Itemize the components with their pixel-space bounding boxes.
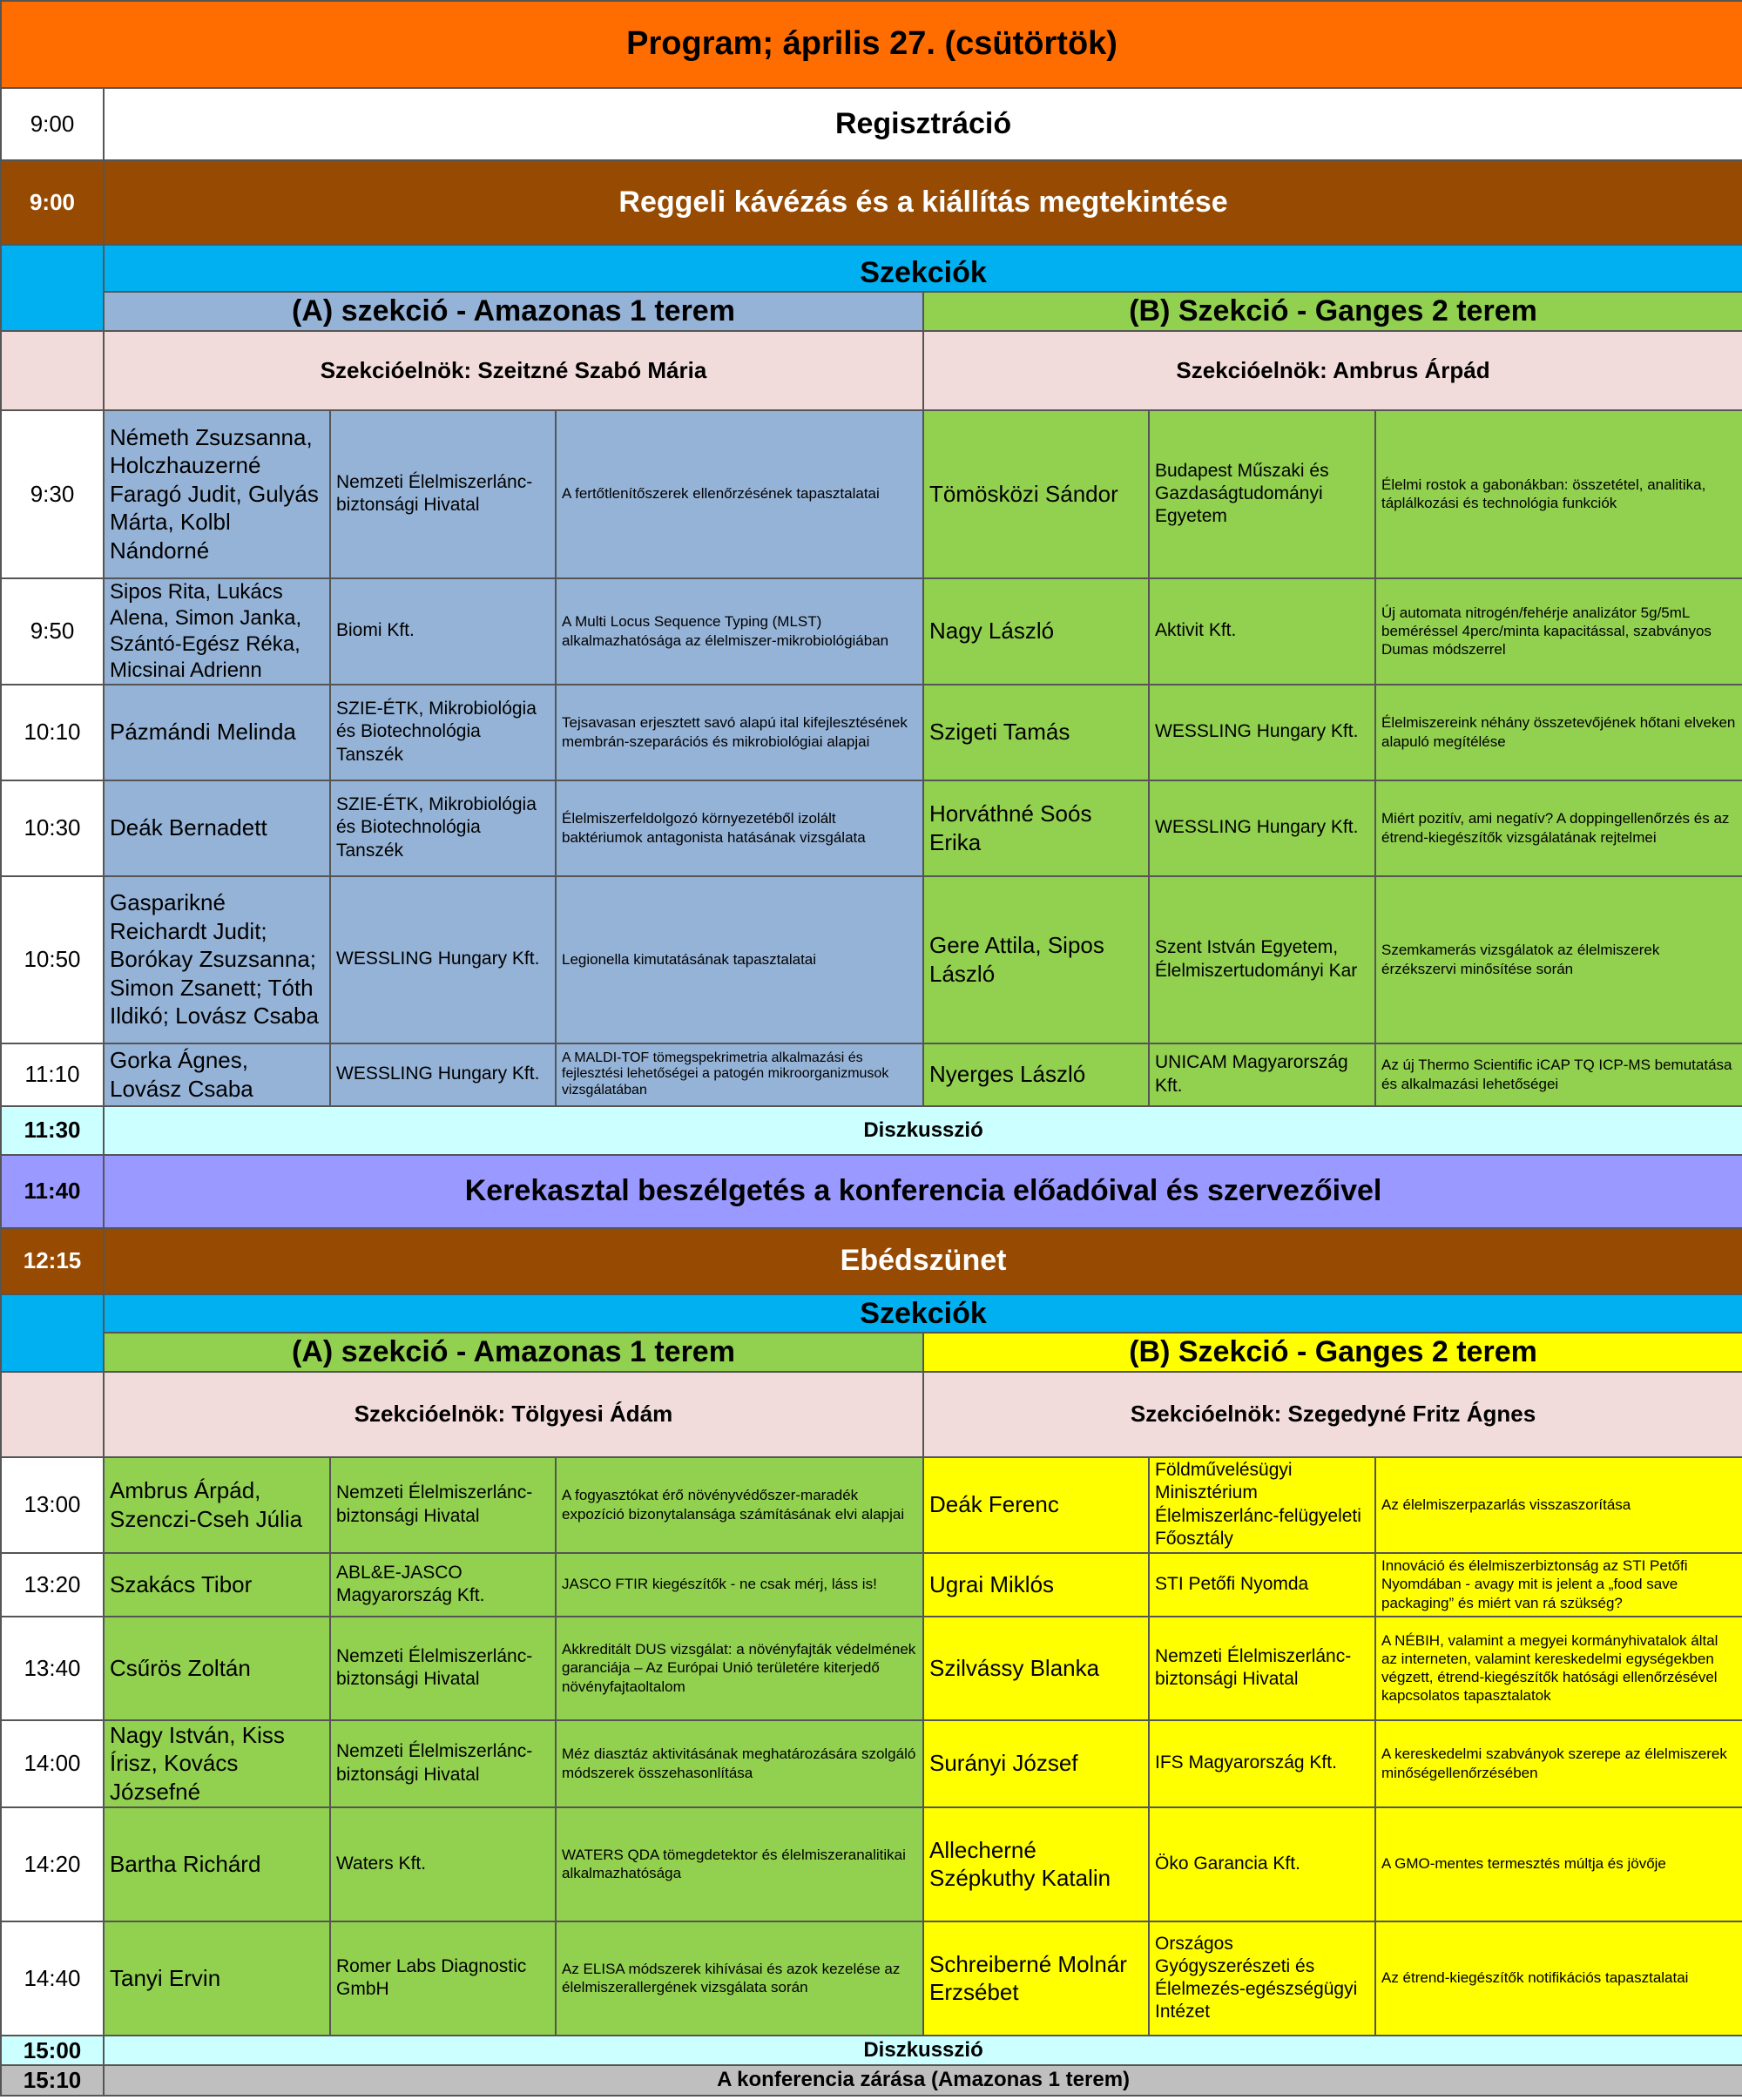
speaker-name: Ugrai Miklós (923, 1553, 1149, 1617)
speaker-name: Surányi József (923, 1720, 1149, 1807)
institution: UNICAM Magyarország Kft. (1149, 1043, 1375, 1106)
table-row (1, 1457, 1742, 1553)
speaker-name: Allecherné Szépkuthy Katalin (923, 1807, 1149, 1921)
table-row (1, 1720, 1742, 1807)
talk-title: Akkreditált DUS vizsgálat: a növényfajták védelmének garanciája – Az Európai Unió területére kiterjedő növényfajtaoltalom (556, 1617, 923, 1720)
institution: Nemzeti Élelmiszerlánc-biztonsági Hivatal (330, 1720, 556, 1807)
speaker-name: Gasparikné Reichardt Judit; Borókay Zsuzsanna; Simon Zsanett; Tóth Ildikó; Lovász Csaba (104, 876, 330, 1043)
time-cell: 11:10 (1, 1043, 104, 1106)
talk-title: Élelmiszereink néhány összetevőjének hőtani elveken alapuló megítélése (1375, 685, 1742, 780)
talk-title: Legionella kimutatásának tapasztalatai (556, 876, 923, 1043)
talk-title: Az étrend-kiegészítők notifikációs tapasztalatai (1375, 1921, 1742, 2036)
talk-title: A fertőtlenítőszerek ellenőrzésének tapasztalatai (556, 410, 923, 578)
talk-title: A MALDI-TOF tömegspekrimetria alkalmazási és fejlesztési lehetőségei a patogén mikroorganizmusok vizsgálatában (556, 1043, 923, 1106)
time-cell: 10:50 (1, 876, 104, 1043)
time-cell: 13:00 (1, 1457, 104, 1553)
institution: WESSLING Hungary Kft. (1149, 685, 1375, 780)
time-cell: 9:00 (1, 88, 104, 160)
institution: IFS Magyarország Kft. (1149, 1720, 1375, 1807)
section-b-chair: Szekcióelnök: Ambrus Árpád (923, 331, 1742, 410)
speaker-name: Csűrös Zoltán (104, 1617, 330, 1720)
section-a-title: (A) szekció - Amazonas 1 terem (104, 1333, 923, 1372)
institution: Romer Labs Diagnostic GmbH (330, 1921, 556, 2036)
table-row (1, 685, 1742, 780)
time-cell: 13:40 (1, 1617, 104, 1720)
time-cell: 13:20 (1, 1553, 104, 1617)
table-row (1, 876, 1742, 1043)
institution: Nemzeti Élelmiszerlánc-biztonsági Hivatal (1149, 1617, 1375, 1720)
talk-title: Szemkamerás vizsgálatok az élelmiszerek érzékszervi minősítése során (1375, 876, 1742, 1043)
talk-title: Élelmi rostok a gabonákban: összetétel, analitika, táplálkozási és technológia funkciók (1375, 410, 1742, 578)
talk-title: A kereskedelmi szabványok szerepe az élelmiszerek minőségellenőrzésében (1375, 1720, 1742, 1807)
institution: Nemzeti Élelmiszerlánc-biztonsági Hivatal (330, 1617, 556, 1720)
lunch-label: Ebédszünet (104, 1228, 1742, 1294)
table-row (1, 578, 1742, 685)
table-row (1, 1043, 1742, 1106)
institution: WESSLING Hungary Kft. (330, 1043, 556, 1106)
section-b-title: (B) Szekció - Ganges 2 terem (923, 1333, 1742, 1372)
time-cell: 11:30 (1, 1106, 104, 1155)
page-title: Program; április 27. (csütörtök) (1, 1, 1742, 88)
talk-title: Új automata nitrogén/fehérje analizátor 5g/5mL beméréssel 4perc/minta kapacitással, szabványos Dumas módszerrel (1375, 578, 1742, 685)
talk-title: A NÉBIH, valamint a megyei kormányhivatalok által az interneten, valamint kereskedelmi egységekben végzett, étrend-kiegészítők hatósági ellenőrzésével kapcsolatos tapasztalatok (1375, 1617, 1742, 1720)
section-b-chair: Szekcióelnök: Szegedyné Fritz Ágnes (923, 1372, 1742, 1457)
coffee-label: Reggeli kávézás és a kiállítás megtekintése (104, 160, 1742, 245)
speaker-name: Ambrus Árpád, Szenczi-Cseh Júlia (104, 1457, 330, 1553)
talk-title: JASCO FTIR kiegészítők - ne csak mérj, láss is! (556, 1553, 923, 1617)
institution: Nemzeti Élelmiszerlánc-biztonsági Hivatal (330, 1457, 556, 1553)
speaker-name: Nagy István, Kiss Írisz, Kovács Józsefné (104, 1720, 330, 1807)
time-cell: 11:40 (1, 1155, 104, 1228)
time-cell-empty (1, 1294, 104, 1372)
talk-title: A fogyasztókat érő növényvédőszer-maradék expozíció bizonytalansága számításának elvi alapjai (556, 1457, 923, 1553)
speaker-name: Bartha Richárd (104, 1807, 330, 1921)
time-cell-empty (1, 245, 104, 331)
time-cell: 15:00 (1, 2036, 104, 2066)
talk-title: A GMO-mentes termesztés múltja és jövője (1375, 1807, 1742, 1921)
institution: Földművelésügyi Minisztérium Élelmiszerlánc-felügyeleti Főosztály (1149, 1457, 1375, 1553)
table-row (1, 780, 1742, 876)
time-cell: 9:00 (1, 160, 104, 245)
talk-title: A Multi Locus Sequence Typing (MLST) alkalmazhatósága az élelmiszer-mikrobiológiában (556, 578, 923, 685)
talk-title: Miért pozitív, ami negatív? A doppingellenőrzés és az étrend-kiegészítők vizsgálatának rejtelmei (1375, 780, 1742, 876)
institution: WESSLING Hungary Kft. (330, 876, 556, 1043)
table-row (1, 1617, 1742, 1720)
time-cell: 9:30 (1, 410, 104, 578)
time-cell: 14:00 (1, 1720, 104, 1807)
sections-heading: Szekciók (104, 1294, 1742, 1334)
table-row (1, 1807, 1742, 1921)
talk-title: WATERS QDA tömegdetektor és élelmiszeranalitikai alkalmazhatósága (556, 1807, 923, 1921)
roundtable-label: Kerekasztal beszélgetés a konferencia előadóival és szervezőivel (104, 1155, 1742, 1228)
discussion-label: Diszkusszió (104, 1106, 1742, 1155)
talk-title: Élelmiszerfeldolgozó környezetéből izolált baktériumok antagonista hatásának vizsgálata (556, 780, 923, 876)
speaker-name: Sipos Rita, Lukács Alena, Simon Janka, Szántó-Egész Réka, Micsinai Adrienn (104, 578, 330, 685)
time-cell-empty (1, 1372, 104, 1457)
speaker-name: Schreiberné Molnár Erzsébet (923, 1921, 1149, 2036)
time-cell: 14:40 (1, 1921, 104, 2036)
table-row (1, 410, 1742, 578)
sections-heading: Szekciók (104, 245, 1742, 292)
institution: STI Petőfi Nyomda (1149, 1553, 1375, 1617)
section-a-chair: Szekcióelnök: Tölgyesi Ádám (104, 1372, 923, 1457)
institution: Nemzeti Élelmiszerlánc-biztonsági Hivatal (330, 410, 556, 578)
speaker-name: Gere Attila, Sipos László (923, 876, 1149, 1043)
institution: Országos Gyógyszerészeti és Élelmezés-egészségügyi Intézet (1149, 1921, 1375, 2036)
speaker-name: Nagy László (923, 578, 1149, 685)
registration-label: Regisztráció (104, 88, 1742, 160)
discussion-label: Diszkusszió (104, 2036, 1742, 2066)
speaker-name: Szigeti Tamás (923, 685, 1149, 780)
talk-title: Az ELISA módszerek kihívásai és azok kezelése az élelmiszerallergének vizsgálata során (556, 1921, 923, 2036)
institution: SZIE-ÉTK, Mikrobiológia és Biotechnológia Tanszék (330, 780, 556, 876)
speaker-name: Tanyi Ervin (104, 1921, 330, 2036)
institution: Aktivit Kft. (1149, 578, 1375, 685)
speaker-name: Gorka Ágnes, Lovász Csaba (104, 1043, 330, 1106)
institution: Öko Garancia Kft. (1149, 1807, 1375, 1921)
speaker-name: Szakács Tibor (104, 1553, 330, 1617)
speaker-name: Pázmándi Melinda (104, 685, 330, 780)
speaker-name: Horváthné Soós Erika (923, 780, 1149, 876)
institution: Szent István Egyetem, Élelmiszertudományi Kar (1149, 876, 1375, 1043)
talk-title: Az új Thermo Scientific iCAP TQ ICP-MS bemutatása és alkalmazási lehetőségei (1375, 1043, 1742, 1106)
institution: Budapest Műszaki és Gazdaságtudományi Egyetem (1149, 410, 1375, 578)
speaker-name: Nyerges László (923, 1043, 1149, 1106)
closing-label: A konferencia zárása (Amazonas 1 terem) (104, 2065, 1742, 2096)
table-row (1, 1921, 1742, 2036)
time-cell: 9:50 (1, 578, 104, 685)
time-cell: 15:10 (1, 2065, 104, 2096)
institution: ABL&E-JASCO Magyarország Kft. (330, 1553, 556, 1617)
time-cell: 14:20 (1, 1807, 104, 1921)
section-a-chair: Szekcióelnök: Szeitzné Szabó Mária (104, 331, 923, 410)
section-b-title: (B) Szekció - Ganges 2 terem (923, 292, 1742, 331)
speaker-name: Szilvássy Blanka (923, 1617, 1149, 1720)
institution: Biomi Kft. (330, 578, 556, 685)
speaker-name: Németh Zsuzsanna, Holczhauzerné Faragó Judit, Gulyás Márta, Kolbl Nándorné (104, 410, 330, 578)
table-row (1, 1553, 1742, 1617)
section-a-title: (A) szekció - Amazonas 1 terem (104, 292, 923, 331)
speaker-name: Tömösközi Sándor (923, 410, 1149, 578)
speaker-name: Deák Bernadett (104, 780, 330, 876)
speaker-name: Deák Ferenc (923, 1457, 1149, 1553)
time-cell: 10:10 (1, 685, 104, 780)
time-cell: 10:30 (1, 780, 104, 876)
institution: WESSLING Hungary Kft. (1149, 780, 1375, 876)
time-cell: 12:15 (1, 1228, 104, 1294)
institution: SZIE-ÉTK, Mikrobiológia és Biotechnológia Tanszék (330, 685, 556, 780)
talk-title: Innováció és élelmiszerbiztonság az STI Petőfi Nyomdában - avagy mit is jelent a „food save packaging” és miért van rá szükség? (1375, 1553, 1742, 1617)
talk-title: Az élelmiszerpazarlás visszaszorítása (1375, 1457, 1742, 1553)
time-cell-empty (1, 331, 104, 410)
talk-title: Méz diasztáz aktivitásának meghatározására szolgáló módszerek összehasonlítása (556, 1720, 923, 1807)
institution: Waters Kft. (330, 1807, 556, 1921)
talk-title: Tejsavasan erjesztett savó alapú ital kifejlesztésének membrán-szeparációs és mikrobiológiai alapjai (556, 685, 923, 780)
